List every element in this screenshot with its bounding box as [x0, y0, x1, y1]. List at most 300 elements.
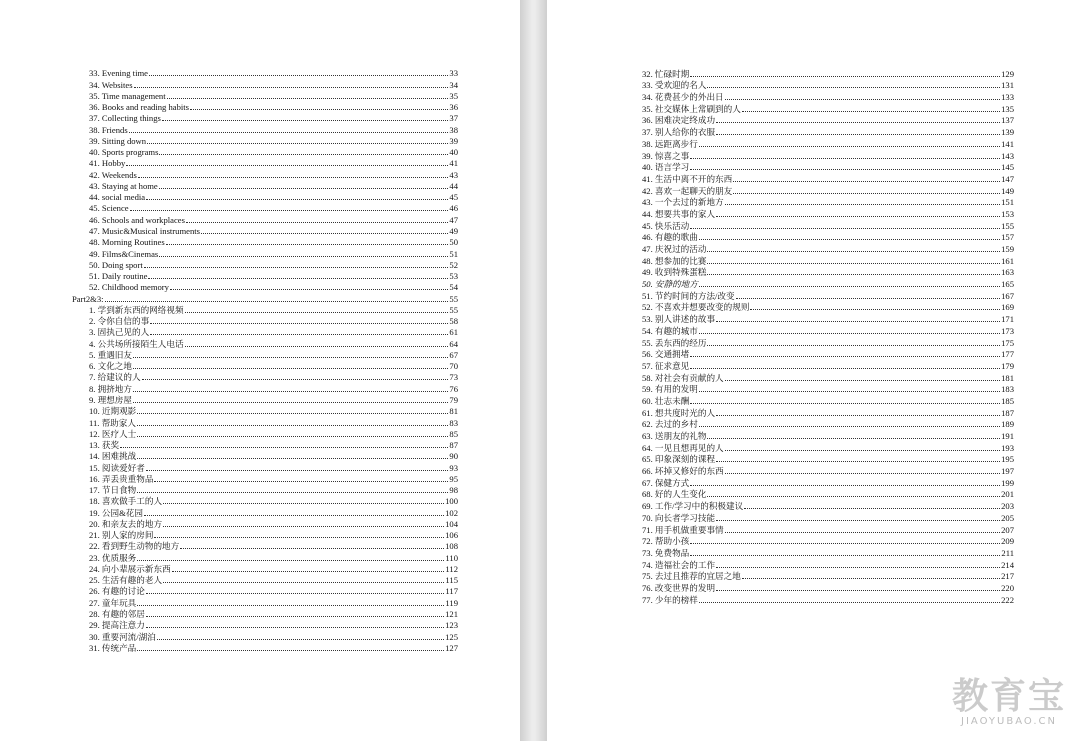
toc-entry-page: 83 [449, 417, 458, 428]
toc-entry-page: 117 [445, 586, 458, 597]
toc-entry-title: 4. 公共场所接陌生人电话 [89, 338, 184, 349]
toc-entry[interactable] [642, 430, 1014, 442]
toc-entry-title: 60. 壮志未酬 [642, 395, 690, 406]
dot-leader [690, 75, 1000, 77]
toc-entry[interactable] [72, 541, 458, 552]
toc-entry[interactable] [642, 80, 1014, 92]
toc-entry[interactable] [642, 302, 1014, 314]
toc-entry[interactable] [72, 79, 458, 90]
dot-leader [163, 502, 444, 504]
dot-leader [137, 604, 444, 606]
toc-entry-title: 50. Doing sport [89, 259, 143, 270]
toc-entry-page: 98 [449, 485, 458, 496]
toc-entry[interactable] [72, 530, 458, 541]
toc-entry[interactable] [72, 485, 458, 496]
toc-entry[interactable] [642, 477, 1014, 489]
dot-leader [137, 424, 448, 426]
toc-entry-title: 54. 有趣的城市 [642, 325, 698, 336]
toc-entry[interactable] [72, 147, 458, 158]
toc-entry[interactable] [642, 559, 1014, 571]
toc-entry-page: 52 [449, 259, 458, 270]
toc-entry-page: 197 [1001, 466, 1014, 477]
toc-entry-title: 12. 医疗人士 [89, 428, 137, 439]
dot-leader [163, 581, 444, 583]
toc-entry-title: 30. 重要河流/湖泊 [89, 631, 156, 642]
toc-entry-page: 201 [1001, 489, 1014, 500]
toc-entry-title: 45. 快乐活动 [642, 220, 690, 231]
watermark-domain: JIAOYUBAO.CN [961, 716, 1057, 727]
toc-entry-page: 149 [1001, 185, 1014, 196]
toc-entry[interactable] [72, 316, 458, 327]
toc-entry-title: 2. 令你自信的事 [89, 316, 150, 327]
toc-entry-title: 38. Friends [89, 124, 128, 135]
toc-entry-page: 131 [1001, 80, 1014, 91]
dot-leader [707, 250, 1000, 252]
toc-entry[interactable] [642, 68, 1014, 80]
dot-leader [159, 187, 449, 189]
toc-entry-page: 110 [445, 552, 458, 563]
dot-leader [137, 457, 448, 459]
toc-entry-title: 63. 送朋友的礼物 [642, 431, 707, 441]
dot-leader [146, 592, 445, 594]
toc-entry-page: 220 [1001, 582, 1014, 593]
dot-leader [146, 198, 448, 200]
toc-entry-title: 47. 庆祝过的活动 [642, 244, 707, 254]
toc-entry-page: 169 [1001, 302, 1014, 313]
toc-entry[interactable] [72, 327, 458, 338]
dot-leader [159, 153, 448, 155]
dot-leader [137, 412, 448, 414]
toc-entry[interactable] [642, 571, 1014, 583]
toc-entry[interactable] [642, 407, 1014, 419]
toc-entry-page: 108 [445, 541, 458, 552]
dot-leader [725, 531, 1000, 533]
dot-leader [707, 86, 1000, 88]
toc-entry-title: 18. 喜欢做手工的人 [89, 496, 163, 507]
toc-entry[interactable] [642, 582, 1014, 594]
toc-entry[interactable] [642, 594, 1014, 606]
dot-leader [725, 449, 1000, 451]
toc-entry[interactable] [642, 384, 1014, 396]
dot-leader [742, 577, 1000, 579]
toc-entry-page: 179 [1001, 360, 1014, 371]
toc-entry[interactable] [642, 185, 1014, 197]
toc-entry[interactable] [642, 500, 1014, 512]
toc-entry[interactable] [642, 524, 1014, 536]
toc-entry-page: 51 [449, 248, 458, 259]
toc-entry-title: 48. Morning Routines [89, 237, 165, 248]
dot-leader [201, 232, 448, 234]
dot-leader [707, 262, 1000, 264]
toc-entry-page: 34 [449, 79, 458, 90]
toc-entry[interactable] [72, 124, 458, 135]
toc-entry[interactable] [72, 406, 458, 417]
toc-entry[interactable] [72, 575, 458, 586]
toc-entry[interactable] [72, 383, 458, 394]
dot-leader [159, 255, 448, 257]
toc-entry[interactable] [72, 260, 458, 271]
toc-entry-page: 185 [1001, 395, 1014, 406]
toc-entry-title: 37. 别人给你的衣服 [642, 127, 716, 138]
toc-entry[interactable] [72, 237, 458, 248]
dot-leader [190, 108, 448, 110]
toc-entry[interactable] [72, 586, 458, 597]
dot-leader [148, 277, 448, 279]
toc-entry[interactable] [642, 278, 1014, 290]
toc-entry[interactable] [72, 643, 458, 654]
dot-leader [142, 378, 449, 380]
toc-entry[interactable] [642, 150, 1014, 162]
dot-leader [133, 356, 448, 358]
toc-entry[interactable] [72, 395, 458, 406]
toc-entry-title: 70. 向长者学习技能 [642, 512, 716, 523]
toc-entry-page: 67 [449, 349, 458, 360]
dot-leader [716, 215, 1000, 217]
toc-entry-page: 195 [1001, 454, 1014, 465]
toc-entry-page: 55 [449, 293, 458, 304]
dot-leader [162, 119, 449, 121]
toc-entry[interactable] [72, 113, 458, 124]
toc-entry[interactable] [72, 305, 458, 316]
toc-entry[interactable] [72, 564, 458, 575]
toc-entry[interactable] [72, 440, 458, 451]
toc-entry-title: 55. 丢东西的经历 [642, 337, 707, 348]
watermark [952, 678, 1066, 727]
toc-entry-title: 43. Staying at home [89, 180, 158, 191]
toc-entry[interactable] [72, 293, 458, 304]
toc-entry-page: 112 [445, 563, 458, 574]
toc-entry-title: 33. 受欢迎的名人 [642, 80, 707, 91]
toc-entry-title: 3. 固执己见的人 [89, 327, 150, 338]
toc-entry[interactable] [642, 197, 1014, 209]
toc-entry-page: 79 [449, 394, 458, 405]
toc-entry[interactable] [642, 512, 1014, 524]
toc-entry-page: 143 [1001, 150, 1014, 161]
toc-entry-title: 6. 文化之地 [89, 361, 132, 372]
toc-entry-page: 141 [1001, 138, 1014, 149]
toc-entry[interactable] [72, 91, 458, 102]
toc-entry-page: 222 [1001, 594, 1014, 605]
dot-leader [699, 601, 1000, 603]
dot-leader [707, 495, 1000, 497]
toc-entry[interactable] [642, 290, 1014, 302]
dot-leader [170, 288, 448, 290]
toc-entry-page: 203 [1001, 501, 1014, 512]
toc-entry[interactable] [72, 609, 458, 620]
dot-leader [725, 98, 1000, 100]
toc-entry[interactable] [642, 454, 1014, 466]
dot-leader [690, 402, 1000, 404]
toc-entry[interactable] [642, 313, 1014, 325]
toc-entry-page: 145 [1001, 162, 1014, 173]
toc-entry[interactable] [642, 220, 1014, 232]
toc-entry[interactable] [72, 136, 458, 147]
toc-entry-title: 71. 用手机做重要事情 [642, 524, 724, 535]
toc-entry-title: 65. 印象深刻的课程 [642, 454, 716, 465]
toc-entry-page: 81 [449, 406, 458, 417]
dot-leader [133, 367, 448, 369]
toc-entry[interactable] [72, 169, 458, 180]
toc-entry-page: 183 [1001, 384, 1014, 395]
toc-entry-page: 211 [1001, 547, 1014, 558]
toc-entry-page: 45 [449, 192, 458, 203]
toc-entry-page: 36 [449, 102, 458, 113]
toc-entry-page: 106 [445, 530, 458, 541]
toc-entry[interactable] [642, 325, 1014, 337]
toc-entry-title: 40. Sports programs [89, 147, 159, 158]
toc-entry-page: 54 [449, 282, 458, 293]
toc-entry[interactable] [72, 429, 458, 440]
toc-entry[interactable] [642, 232, 1014, 244]
toc-entry-page: 61 [449, 327, 458, 338]
toc-entry-page: 189 [1001, 419, 1014, 430]
toc-entry-title: 64. 一见且想再见的人 [642, 442, 724, 453]
toc-entry-title: 46. 有趣的歌曲 [642, 232, 698, 243]
toc-entry[interactable] [642, 103, 1014, 115]
toc-entry-page: 217 [1001, 571, 1014, 582]
dot-leader [185, 345, 449, 347]
toc-entry[interactable] [72, 102, 458, 113]
toc-entry[interactable] [642, 255, 1014, 267]
dot-leader [699, 390, 1000, 392]
toc-entry[interactable] [642, 442, 1014, 454]
toc-entry[interactable] [72, 181, 458, 192]
toc-entry[interactable] [72, 282, 458, 293]
toc-entry-title: 25. 生活有趣的老人 [89, 575, 163, 586]
toc-entry-title: 72. 帮助小孩 [642, 536, 690, 547]
toc-entry[interactable] [642, 465, 1014, 477]
toc-entry[interactable] [642, 349, 1014, 361]
toc-entry-title: 41. Hobby [89, 158, 126, 169]
toc-entry-page: 165 [1001, 279, 1014, 290]
toc-entry-title: 38. 远距离步行 [642, 138, 698, 149]
toc-entry-title: 44. social media [89, 192, 146, 203]
dot-leader [690, 367, 1000, 369]
toc-entry-title: 28. 有趣的邻居 [89, 609, 145, 620]
toc-entry-page: 173 [1001, 325, 1014, 336]
dot-leader [150, 322, 448, 324]
toc-entry-title: 24. 向小辈展示新东西 [89, 563, 171, 574]
toc-entry-title: 51. Daily routine [89, 271, 148, 282]
dot-leader [126, 164, 448, 166]
dot-leader [699, 238, 1000, 240]
toc-entry[interactable] [72, 192, 458, 203]
toc-entry-title: 34. Websites [89, 79, 133, 90]
toc-entry-title: 56. 交通拥堵 [642, 349, 690, 360]
toc-entry[interactable] [72, 226, 458, 237]
dot-leader [716, 519, 1000, 521]
dot-leader [144, 266, 449, 268]
toc-entry-title: 39. Sitting down [89, 135, 147, 146]
toc-entry-page: 129 [1001, 68, 1014, 79]
toc-entry-title: 26. 有趣的讨论 [89, 586, 145, 597]
toc-entry[interactable] [642, 419, 1014, 431]
toc-entry[interactable] [642, 243, 1014, 255]
toc-entry-page: 137 [1001, 115, 1014, 126]
toc-entry-page: 214 [1001, 559, 1014, 570]
dot-leader [134, 86, 449, 88]
toc-entry-page: 95 [449, 473, 458, 484]
toc-entry-title: 32. 忙碌时期 [642, 68, 690, 79]
toc-entry-page: 181 [1001, 372, 1014, 383]
toc-entry[interactable] [72, 496, 458, 507]
toc-entry-title: 36. 困难决定终成功 [642, 115, 716, 126]
toc-entry-page: 47 [449, 214, 458, 225]
gutter-shadow-left [520, 0, 532, 741]
dot-leader [742, 110, 1000, 112]
toc-entry[interactable] [642, 115, 1014, 127]
dot-leader [167, 97, 449, 99]
toc-entry-title: 34. 花费甚少的外出日 [642, 92, 724, 103]
dot-leader [725, 472, 1000, 474]
toc-entry[interactable] [72, 631, 458, 642]
toc-entry[interactable] [642, 208, 1014, 220]
toc-entry-title: 52. 不喜欢并想要改变的规则 [642, 302, 750, 313]
toc-entry-title: 22. 看到野生动物的地方 [89, 541, 180, 552]
toc-entry-page: 53 [449, 271, 458, 282]
dot-leader [157, 638, 444, 640]
toc-entry-title: 45. Science [89, 203, 129, 214]
toc-entry[interactable] [72, 507, 458, 518]
toc-entry-page: 121 [445, 609, 458, 620]
toc-entry[interactable] [642, 173, 1014, 185]
dot-leader [736, 297, 1000, 299]
dot-leader [690, 227, 1000, 229]
toc-entry[interactable] [72, 68, 458, 79]
toc-entry-title: 42. 喜欢一起聊天的朋友 [642, 185, 733, 196]
toc-entry-title: 29. 提高注意力 [89, 620, 145, 631]
dot-leader [144, 514, 444, 516]
toc-entry-title: 53. 别人讲述的故事 [642, 314, 716, 325]
toc-entry-page: 161 [1001, 255, 1014, 266]
dot-leader [154, 480, 448, 482]
toc-entry-title: 36. Books and reading habits [89, 102, 190, 113]
toc-entry[interactable] [72, 361, 458, 372]
toc-entry[interactable] [72, 372, 458, 383]
dot-leader [716, 133, 1000, 135]
toc-entry[interactable] [72, 519, 458, 530]
toc-entry[interactable] [642, 536, 1014, 548]
toc-entry[interactable] [642, 126, 1014, 138]
toc-entry-title: 61. 想共度时光的人 [642, 407, 716, 418]
dot-leader [750, 308, 1000, 310]
toc-entry-title: 50. 安静的地方 [642, 279, 698, 290]
dot-leader [149, 74, 448, 76]
toc-entry-page: 35 [449, 90, 458, 101]
dot-leader [180, 547, 444, 549]
toc-entry[interactable] [642, 372, 1014, 384]
toc-entry-page: 159 [1001, 244, 1014, 254]
toc-entry[interactable] [642, 91, 1014, 103]
toc-entry[interactable] [72, 158, 458, 169]
dot-leader [707, 437, 1000, 439]
toc-entry-title: 20. 和亲友去的地方 [89, 518, 163, 529]
toc-entry[interactable] [72, 552, 458, 563]
dot-leader [150, 333, 448, 335]
toc-entry-page: 125 [445, 631, 458, 642]
toc-entry-page: 90 [449, 451, 458, 462]
dot-leader [716, 121, 1000, 123]
toc-entry-title: 69. 工作/学习中的积极建议 [642, 501, 744, 512]
dot-leader [172, 570, 445, 572]
toc-entry-title: 41. 生活中离不开的东西 [642, 173, 733, 184]
dot-leader [147, 142, 448, 144]
toc-entry[interactable] [642, 489, 1014, 501]
toc-entry-page: 207 [1001, 524, 1014, 535]
toc-entry[interactable] [72, 417, 458, 428]
toc-entry[interactable] [642, 547, 1014, 559]
toc-entry[interactable] [642, 138, 1014, 150]
dot-leader [690, 168, 1000, 170]
toc-list-right [642, 68, 1014, 606]
toc-entry[interactable] [72, 474, 458, 485]
dot-leader [707, 273, 1000, 275]
toc-entry[interactable] [72, 338, 458, 349]
toc-entry-page: 127 [445, 642, 458, 653]
toc-entry-title: 17. 节日食物 [89, 485, 137, 496]
toc-entry[interactable] [72, 271, 458, 282]
toc-entry-page: 70 [449, 361, 458, 372]
toc-entry-title: 10. 近期观影 [89, 406, 137, 417]
toc-entry-title: 23. 优质服务 [89, 552, 137, 563]
toc-entry[interactable] [72, 248, 458, 259]
dot-leader [137, 559, 444, 561]
toc-entry-page: 37 [449, 113, 458, 124]
toc-entry-title: 8. 拥挤地方 [89, 383, 132, 394]
toc-entry[interactable] [72, 350, 458, 361]
toc-entry-title: 49. Films&Cinemas [89, 248, 159, 259]
toc-entry-page: 199 [1001, 477, 1014, 488]
toc-entry[interactable] [642, 395, 1014, 407]
toc-entry[interactable] [72, 214, 458, 225]
toc-entry[interactable] [642, 162, 1014, 174]
toc-entry-page: 33 [449, 68, 458, 79]
toc-entry-page: 87 [449, 440, 458, 451]
toc-entry-page: 104 [445, 518, 458, 529]
toc-entry-page: 58 [449, 316, 458, 327]
toc-entry-title: 42. Weekends [89, 169, 137, 180]
dot-leader [716, 320, 1000, 322]
toc-entry[interactable] [642, 360, 1014, 372]
toc-entry-title: 1. 学到新东西的网络视频 [89, 304, 184, 315]
dot-leader [133, 390, 448, 392]
toc-entry-page: 85 [449, 428, 458, 439]
toc-entry-page: 123 [445, 620, 458, 631]
dot-leader [716, 589, 1000, 591]
toc-entry-page: 167 [1001, 290, 1014, 301]
toc-entry-title: 57. 征求意见 [642, 360, 690, 371]
toc-entry-title: 47. Music&Musical instruments [89, 225, 200, 236]
toc-entry[interactable] [642, 267, 1014, 279]
toc-entry-page: 73 [449, 372, 458, 383]
toc-entry[interactable] [642, 337, 1014, 349]
toc-entry[interactable] [72, 620, 458, 631]
toc-entry[interactable] [72, 597, 458, 608]
toc-entry-title: 67. 保健方式 [642, 477, 690, 488]
toc-entry[interactable] [72, 462, 458, 473]
dot-leader [130, 209, 449, 211]
toc-entry[interactable] [72, 451, 458, 462]
dot-leader [154, 536, 444, 538]
toc-entry-title: 76. 改变世界的发明 [642, 582, 716, 593]
toc-entry-page: 102 [445, 507, 458, 518]
dot-leader [133, 401, 448, 403]
toc-entry-title: 39. 惊喜之事 [642, 150, 690, 161]
toc-entry-title: 52. Childhood memory [89, 282, 169, 293]
toc-entry[interactable] [72, 203, 458, 214]
dot-leader [690, 355, 1000, 357]
toc-entry-page: 151 [1001, 197, 1014, 208]
